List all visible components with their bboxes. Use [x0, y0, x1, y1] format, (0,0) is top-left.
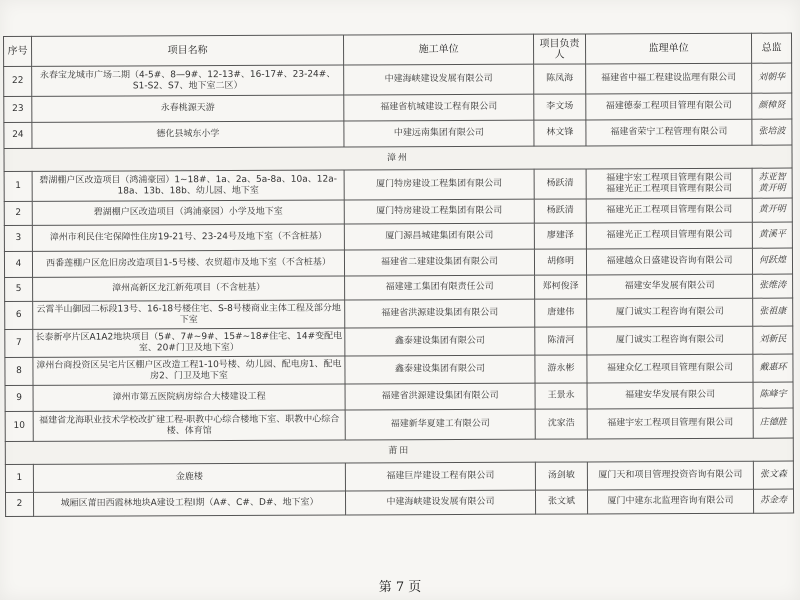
- cell-project-name: 长泰新亭片区A1A2地块项目（5#、7#~9#、15#~18#住宅、14#变配电室、20#门卫及地下室）: [33, 328, 345, 357]
- cell-builder: 中建海峡建设发展有限公司: [345, 490, 535, 515]
- table-row: [5, 274, 793, 301]
- cell-project-name: 漳州高新区龙江新苑项目（不含桩基）: [33, 276, 345, 301]
- cell-builder: 厦门特房建设工程集团有限公司: [344, 169, 534, 200]
- cell-supervisor: 福建越众日盛建设咨询有限公司: [586, 248, 752, 275]
- cell-manager: 沈家浩: [535, 409, 587, 439]
- cell-builder: 福建省洪源建设集团有限公司: [345, 299, 535, 328]
- cell-supervisor: 厦门诚实工程咨询有限公司: [587, 298, 753, 327]
- cell-project-name: 漳州市利民住宅保障性住房19-21号、23-24号及地下室（不含桩基）: [32, 224, 344, 251]
- cell-builder: 福建省杭城建设工程有限公司: [344, 94, 534, 121]
- section-header-putian: [5, 438, 793, 464]
- cell-chief: 戴惠环: [753, 354, 793, 382]
- table-row: [4, 248, 792, 277]
- cell-seq: 23: [4, 96, 32, 122]
- cell-seq: 10: [5, 411, 33, 441]
- cell-project-name: 福建省龙海职业技术学校改扩建工程-职教中心综合楼地下室、职教中心综合楼、体育馆: [33, 410, 345, 441]
- cell-manager: 林文锋: [534, 120, 586, 146]
- table-row: [4, 119, 792, 148]
- cell-builder: 福建建工集团有限责任公司: [345, 275, 535, 300]
- cell-seq: 6: [5, 301, 33, 329]
- cell-seq: 8: [5, 357, 33, 385]
- cell-chief: 颜樟贤: [752, 93, 792, 119]
- cell-chief: 刘新民: [753, 326, 793, 354]
- cell-builder: 福建新华夏建工有限公司: [345, 409, 535, 440]
- header-manager: 项目负责人: [533, 34, 585, 64]
- page-number: 第 7 页: [378, 580, 422, 595]
- cell-project-name: 漳州台商投资区吴宅片区棚户区改造工程1-10号楼、幼儿园、配电房1、配电房2、门卫及地下室: [33, 356, 345, 385]
- cell-supervisor: 福建宇宏工程项目管理有限公司: [587, 408, 753, 439]
- cell-seq: 4: [4, 251, 32, 277]
- cell-seq: 2: [5, 492, 33, 516]
- cell-manager: 陈凤海: [534, 64, 586, 94]
- cell-manager: 胡修明: [534, 249, 586, 275]
- cell-manager: 李文场: [534, 94, 586, 120]
- cell-project-name: 德化县城东小学: [32, 121, 344, 148]
- section-title: 漳州: [4, 145, 792, 171]
- table-row: [5, 298, 793, 329]
- cell-supervisor: 福建宇宏工程项目管理有限公司 福建光正工程项目管理有限公司: [586, 168, 752, 199]
- cell-seq: 24: [4, 122, 32, 148]
- cell-manager: 汤剑敏: [535, 462, 587, 490]
- cell-supervisor: 厦门天和项目管理投资咨询有限公司: [587, 461, 753, 490]
- table-row: [4, 93, 792, 122]
- cell-manager: 郑柯俊泽: [535, 275, 587, 299]
- cell-chief: 张祖康: [753, 298, 793, 326]
- table-header-row: [4, 33, 792, 66]
- cell-project-name: 碧湖棚户区改造项目（鸿浦豪园）小学及地下室: [32, 200, 344, 225]
- cell-manager: 杨跃清: [534, 199, 586, 223]
- cell-manager: 游永彬: [535, 355, 587, 383]
- cell-project-name: 永春宝龙城市广场二期（4-5#、8—9#、12-13#、16-17#、23-24#、S1-S2、S7、地下室二区）: [32, 65, 344, 96]
- cell-supervisor: 厦门诚实工程咨询有限公司: [587, 326, 753, 355]
- cell-supervisor: 福建安华发展有限公司: [587, 382, 753, 409]
- cell-supervisor: 福建众亿工程项目管理有限公司: [587, 354, 753, 383]
- cell-builder: 福建省二建建设集团有限公司: [344, 249, 534, 276]
- cell-project-name: 云霄半山御园二标段13号、16-18号楼住宅、S-8号楼商业主体工程及部分地下室: [33, 300, 345, 329]
- table-row: [4, 222, 792, 251]
- cell-chief: 刘朝华: [752, 63, 792, 93]
- table-row: [5, 382, 793, 411]
- cell-chief: 陈峰宇: [753, 382, 793, 408]
- table-row: [4, 168, 792, 201]
- cell-builder: 鑫泰建设集团有限公司: [345, 355, 535, 384]
- cell-seq: 1: [4, 171, 32, 201]
- cell-chief: 何跃煌: [752, 248, 792, 274]
- cell-chief: 庄德胜: [753, 408, 793, 438]
- cell-manager: 王景永: [535, 383, 587, 409]
- header-seq: 序号: [4, 36, 32, 66]
- cell-supervisor: 厦门中建东北监理咨询有限公司: [587, 489, 753, 514]
- cell-project-name: 金鹿楼: [33, 463, 345, 492]
- cell-project-name: 永春桃源天游: [32, 95, 344, 122]
- header-chief: 总监: [751, 33, 791, 63]
- cell-supervisor: 福建光正工程项目管理有限公司: [586, 198, 752, 223]
- cell-chief: 黄开明: [752, 198, 792, 222]
- cell-supervisor: 福建安华发展有限公司: [587, 274, 753, 299]
- section-header-zhangzhou: [4, 145, 792, 171]
- cell-chief: 苏亚智 黄开明: [752, 168, 792, 198]
- cell-seq: 1: [5, 464, 33, 492]
- header-supervisor: 监理单位: [585, 33, 751, 64]
- cell-chief: 张文森: [753, 461, 793, 489]
- cell-builder: 中建远南集团有限公司: [344, 120, 534, 147]
- cell-builder: 厦门特房建设工程集团有限公司: [344, 199, 534, 224]
- cell-builder: 中建海峡建设发展有限公司: [344, 64, 534, 95]
- table-row: [5, 326, 793, 357]
- cell-chief: 张维涛: [753, 274, 793, 298]
- cell-project-name: 碧湖棚户区改造项目（鸿浦豪园）1~18#、1a、2a、5a-8a、10a、12a-18a、13b、18b、幼儿园、地下室: [32, 170, 344, 201]
- table-row: [5, 489, 793, 516]
- cell-seq: 2: [4, 201, 32, 225]
- cell-seq: 9: [5, 385, 33, 411]
- cell-builder: 厦门源昌城建集团有限公司: [344, 223, 534, 250]
- cell-manager: 唐建伟: [535, 299, 587, 327]
- cell-project-name: 西番莲棚户区危旧房改造项目1-5号楼、农贸超市及地下室（不含桩基）: [32, 250, 344, 277]
- cell-builder: 福建省洪源建设集团有限公司: [345, 383, 535, 410]
- cell-supervisor: 福建省荣宁工程管理有限公司: [586, 119, 752, 146]
- header-builder: 施工单位: [343, 34, 533, 65]
- cell-supervisor: 福建光正工程项目管理有限公司: [586, 222, 752, 249]
- cell-project-name: 城厢区莆田西霞林地块A建设工程Ⅰ期（A#、C#、D#、地下室）: [33, 491, 345, 516]
- cell-chief: 黄溪平: [752, 222, 792, 248]
- table-row: [4, 63, 792, 96]
- header-name: 项目名称: [32, 35, 344, 66]
- cell-manager: 张文斌: [535, 490, 587, 514]
- cell-manager: 廖建泽: [534, 223, 586, 249]
- cell-builder: 福建巨岸建设工程有限公司: [345, 462, 535, 491]
- cell-manager: 杨跃清: [534, 169, 586, 199]
- cell-seq: 7: [5, 329, 33, 357]
- project-table: [3, 33, 794, 517]
- cell-supervisor: 福建德泰工程项目管理有限公司: [586, 93, 752, 120]
- table-row: [5, 461, 793, 492]
- cell-chief: 张培波: [752, 119, 792, 145]
- cell-manager: 陈清河: [535, 327, 587, 355]
- cell-supervisor: 福建省中福工程建设监理有限公司: [586, 63, 752, 94]
- cell-project-name: 漳州市第五医院病房综合大楼建设工程: [33, 384, 345, 411]
- cell-seq: 5: [5, 277, 33, 301]
- section-title: 莆田: [5, 438, 793, 464]
- table-row: [5, 354, 793, 385]
- cell-chief: 苏金寿: [753, 489, 793, 513]
- table-row: [4, 198, 792, 225]
- cell-seq: 3: [4, 225, 32, 251]
- cell-builder: 鑫泰建设集团有限公司: [345, 327, 535, 356]
- cell-seq: 22: [4, 66, 32, 96]
- table-row: [5, 408, 793, 441]
